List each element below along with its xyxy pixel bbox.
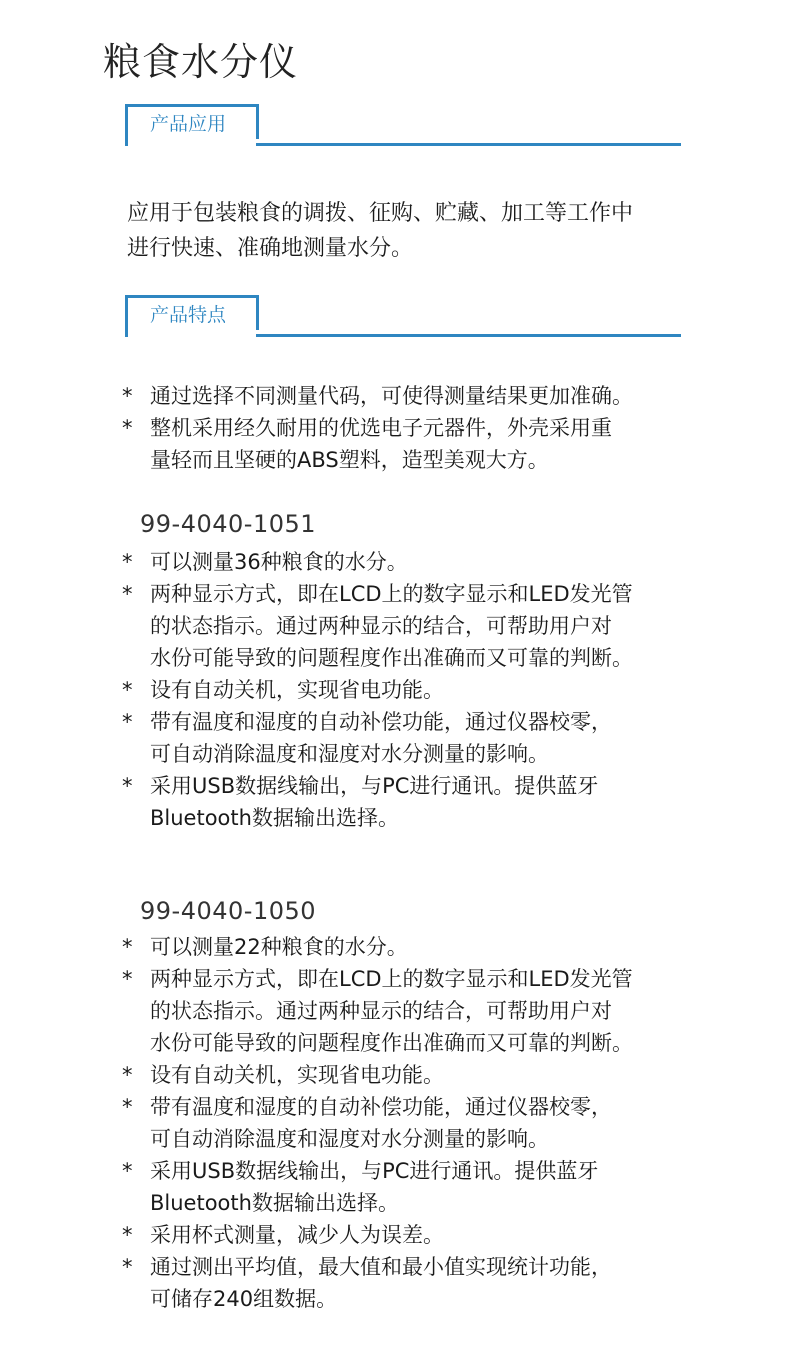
feature-item	[122, 674, 702, 706]
application-text	[127, 196, 687, 266]
feature-line: 水份可能导致的问题程度作出准确而又可靠的判断。	[150, 1031, 633, 1055]
bullet-star: *	[122, 678, 133, 702]
feature-item	[122, 1155, 702, 1219]
model-1050-features-list	[122, 931, 702, 1315]
section-divider	[256, 143, 681, 146]
feature-line: Bluetooth数据输出选择。	[150, 1191, 399, 1215]
section-label: 产品特点	[150, 304, 227, 326]
feature-line: 带有温度和湿度的自动补偿功能，通过仪器校零，	[150, 1095, 612, 1119]
section-tab	[125, 104, 259, 139]
section-divider	[256, 334, 681, 337]
general-features-list	[122, 380, 702, 476]
page-title: 粮食水分仪	[103, 40, 299, 84]
feature-line: 量轻而且坚硬的ABS塑料，造型美观大方。	[150, 448, 549, 472]
feature-line: 设有自动关机，实现省电功能。	[150, 678, 444, 702]
feature-line: 整机采用经久耐用的优选电子元器件，外壳采用重	[150, 416, 612, 440]
bullet-star: *	[122, 774, 133, 798]
feature-line: 带有温度和湿度的自动补偿功能，通过仪器校零，	[150, 710, 612, 734]
feature-item	[122, 706, 702, 770]
bullet-star: *	[122, 416, 133, 440]
feature-line: 可以测量36种粮食的水分。	[150, 550, 408, 574]
feature-item	[122, 931, 702, 963]
feature-line: 两种显示方式，即在LCD上的数字显示和LED发光管	[150, 967, 633, 991]
feature-item	[122, 1251, 702, 1315]
feature-item	[122, 546, 702, 578]
section-stub	[125, 139, 128, 146]
section-tab	[125, 295, 259, 330]
bullet-star: *	[122, 1223, 133, 1247]
section-stub	[125, 330, 128, 337]
feature-line: 的状态指示。通过两种显示的结合，可帮助用户对	[150, 999, 612, 1023]
bullet-star: *	[122, 710, 133, 734]
bullet-star: *	[122, 1159, 133, 1183]
feature-line: Bluetooth数据输出选择。	[150, 806, 399, 830]
model-1051-features-list	[122, 546, 702, 834]
feature-item	[122, 770, 702, 834]
feature-item	[122, 1219, 702, 1251]
bullet-star: *	[122, 550, 133, 574]
section-header-features	[125, 295, 681, 339]
bullet-star: *	[122, 384, 133, 408]
feature-line: 可储存240组数据。	[150, 1287, 338, 1311]
feature-item	[122, 1091, 702, 1155]
feature-line: 水份可能导致的问题程度作出准确而又可靠的判断。	[150, 646, 633, 670]
feature-item	[122, 963, 702, 1059]
application-line: 进行快速、准确地测量水分。	[127, 236, 414, 261]
feature-line: 采用USB数据线输出，与PC进行通讯。提供蓝牙	[150, 1159, 599, 1183]
feature-line: 通过选择不同测量代码，可使得测量结果更加准确。	[150, 384, 633, 408]
bullet-star: *	[122, 967, 133, 991]
feature-item	[122, 412, 702, 476]
feature-line: 的状态指示。通过两种显示的结合，可帮助用户对	[150, 614, 612, 638]
section-label: 产品应用	[150, 113, 227, 135]
feature-line: 可自动消除温度和湿度对水分测量的影响。	[150, 1127, 549, 1151]
section-header-application	[125, 104, 681, 148]
feature-item	[122, 578, 702, 674]
application-line: 应用于包装粮食的调拨、征购、贮藏、加工等工作中	[127, 201, 634, 226]
feature-line: 设有自动关机，实现省电功能。	[150, 1063, 444, 1087]
model-1050-heading: 99-4040-1050	[140, 897, 317, 925]
feature-item	[122, 380, 702, 412]
model-1051-heading: 99-4040-1051	[140, 510, 317, 538]
feature-item	[122, 1059, 702, 1091]
feature-line: 通过测出平均值，最大值和最小值实现统计功能，	[150, 1255, 612, 1279]
feature-line: 可自动消除温度和湿度对水分测量的影响。	[150, 742, 549, 766]
bullet-star: *	[122, 1063, 133, 1087]
feature-line: 采用USB数据线输出，与PC进行通讯。提供蓝牙	[150, 774, 599, 798]
feature-line: 两种显示方式，即在LCD上的数字显示和LED发光管	[150, 582, 633, 606]
bullet-star: *	[122, 935, 133, 959]
feature-line: 可以测量22种粮食的水分。	[150, 935, 408, 959]
bullet-star: *	[122, 582, 133, 606]
feature-line: 采用杯式测量，减少人为误差。	[150, 1223, 444, 1247]
bullet-star: *	[122, 1095, 133, 1119]
bullet-star: *	[122, 1255, 133, 1279]
